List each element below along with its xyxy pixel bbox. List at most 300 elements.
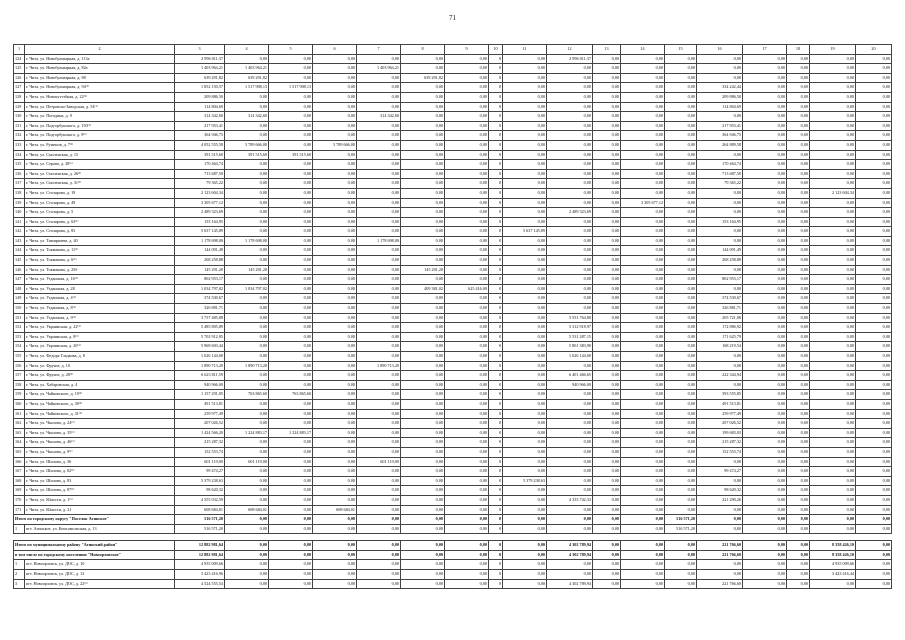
table-cell: 0,00	[445, 275, 489, 285]
table-cell: 0,00	[810, 54, 856, 64]
table-cell: 0,00	[665, 179, 697, 189]
table-cell: 0	[489, 447, 503, 457]
table-cell: 139	[14, 198, 25, 208]
table-cell: 0,00	[621, 160, 665, 170]
table-cell: 0,00	[743, 131, 787, 141]
table-cell: 0,00	[856, 515, 892, 525]
table-cell: 165	[14, 447, 25, 457]
table-cell: 0,00	[357, 560, 401, 570]
table-cell: 0,00	[856, 390, 892, 400]
table-cell: 0,00	[547, 505, 593, 515]
table-cell: 4 302 789,94	[547, 550, 593, 560]
table-cell: 2 489 323,69	[547, 208, 593, 218]
table-cell: 0,00	[503, 550, 547, 560]
table-cell: 0,00	[269, 92, 313, 102]
table-cell: 0,00	[856, 265, 892, 275]
table-cell: 0,00	[697, 457, 743, 467]
table-cell: 0,00	[810, 112, 856, 122]
table-cell: 5 637 145,89	[175, 227, 225, 237]
table-cell: 0,00	[743, 447, 787, 457]
table-cell: 0	[489, 83, 503, 93]
table-cell: г. Чита, ул. Руженов, д. 7⁽¹⁾	[25, 140, 175, 150]
table-cell: 0,00	[787, 371, 810, 381]
table-cell: 0,00	[503, 541, 547, 551]
table-cell: 0,00	[743, 560, 787, 570]
table-cell: 0,00	[856, 399, 892, 409]
table-cell: 0,00	[269, 169, 313, 179]
table-cell: 0,00	[313, 265, 357, 275]
table-cell: 0,00	[621, 169, 665, 179]
table-cell: 0,00	[665, 541, 697, 551]
table-cell: 0,00	[856, 256, 892, 266]
table-cell: 0,00	[856, 409, 892, 419]
table-cell: г. Чита, ул. Погодина, д. 9	[25, 112, 175, 122]
table-cell: 4	[225, 45, 269, 55]
table-cell: 0,00	[269, 188, 313, 198]
table-cell: 156	[14, 361, 25, 371]
table-cell: 0,00	[743, 313, 787, 323]
table-cell: 0,00	[665, 399, 697, 409]
table-cell: г. Чита, ул. Шилова, д. 83	[25, 476, 175, 486]
table-cell: 1 852 150,57	[175, 83, 225, 93]
table-cell: 0,00	[621, 399, 665, 409]
table-cell: 0,00	[665, 570, 697, 580]
table-cell: 4 333 742,33	[547, 495, 593, 505]
table-cell: 0,00	[856, 140, 892, 150]
table-cell: 0,00	[593, 560, 621, 570]
table-cell: 0,00	[503, 140, 547, 150]
table-cell: 0,00	[621, 150, 665, 160]
table-cell: 0,00	[401, 495, 445, 505]
table-cell: 0,00	[697, 73, 743, 83]
table-cell: 0,00	[743, 73, 787, 83]
table-cell: 0	[489, 73, 503, 83]
table-cell: 1 178 698,00	[225, 236, 269, 246]
table-cell: 0,00	[445, 428, 489, 438]
table-cell: 125	[14, 64, 25, 74]
table-cell: г. Чита, ул. Угданская, д. 9⁽¹⁾	[25, 313, 175, 323]
table-cell: 1 224 883,17	[225, 428, 269, 438]
subtotal-row	[14, 541, 892, 551]
table-cell: 0,00	[313, 409, 357, 419]
table-cell: 0,00	[593, 570, 621, 580]
table-cell: г. Чита, ул. Токмакова, д. 11⁽¹⁾	[25, 246, 175, 256]
table-cell: 0,00	[665, 313, 697, 323]
table-cell: 0,00	[225, 419, 269, 429]
table-cell: 0,00	[445, 560, 489, 570]
table-cell: 1	[14, 45, 25, 55]
table-cell: 0,00	[503, 73, 547, 83]
table-cell: 0,00	[547, 131, 593, 141]
table-cell: 0,00	[225, 121, 269, 131]
table-cell: 0,00	[225, 541, 269, 551]
table-cell: 0,00	[225, 550, 269, 560]
table-cell: 0,00	[787, 560, 810, 570]
table-cell: 0,00	[503, 246, 547, 256]
table-cell: 0,00	[313, 342, 357, 352]
table-cell: 0,00	[225, 169, 269, 179]
table-cell: 0,00	[313, 54, 357, 64]
table-cell: г. Чита, ул. Столярова, д. 63⁽¹⁾	[25, 217, 175, 227]
table-cell: 0,00	[445, 246, 489, 256]
table-cell: 0,00	[665, 102, 697, 112]
table-cell: 0,00	[269, 294, 313, 304]
table-cell: 0,00	[856, 332, 892, 342]
table-cell: 0	[489, 380, 503, 390]
table-cell: 221 766,60	[697, 550, 743, 560]
table-cell: 0,00	[593, 265, 621, 275]
table-cell: 326 881,71	[697, 304, 743, 314]
table-cell: 0,00	[593, 208, 621, 218]
table-cell: 0,00	[697, 112, 743, 122]
table-cell: 152	[14, 323, 25, 333]
table-cell: 0,00	[357, 476, 401, 486]
table-cell: 0	[489, 131, 503, 141]
table-cell: 151	[14, 313, 25, 323]
table-cell: 0,00	[810, 457, 856, 467]
page-number: 71	[449, 14, 456, 22]
table-cell: 0,00	[401, 515, 445, 525]
table-cell: 0,00	[810, 399, 856, 409]
table-cell: 0,00	[445, 495, 489, 505]
table-cell: 0,00	[269, 227, 313, 237]
table-cell: 0,00	[787, 131, 810, 141]
table-cell: 152 553,74	[175, 447, 225, 457]
table-cell: 0,00	[445, 399, 489, 409]
table-cell: 221 290,26	[697, 495, 743, 505]
table-cell: 0,00	[697, 150, 743, 160]
table-cell: 0,00	[593, 495, 621, 505]
table-cell: 516 571,20	[665, 524, 697, 534]
table-cell: 0,00	[547, 92, 593, 102]
table-cell: 0	[489, 476, 503, 486]
table-cell: 128	[14, 92, 25, 102]
table-cell: 0,00	[313, 332, 357, 342]
table-cell: г. Чита, ул. Смоленская, д. 15	[25, 150, 175, 160]
table-cell: 1	[14, 524, 25, 534]
table-cell: 0,00	[445, 140, 489, 150]
table-cell: 0,00	[225, 515, 269, 525]
table-cell: 0,00	[856, 371, 892, 381]
table-cell: 0,00	[445, 179, 489, 189]
table-cell: 144 091,49	[175, 246, 225, 256]
table-cell: 0,00	[313, 541, 357, 551]
table-cell: 0	[489, 486, 503, 496]
table-row	[14, 131, 892, 141]
table-cell: г. Чита, ул. Петровско-Заводская, д. 54⁽¹⁾	[25, 102, 175, 112]
table-cell: 0,00	[787, 428, 810, 438]
table-cell: 0,00	[225, 54, 269, 64]
table-cell: 132	[14, 131, 25, 141]
table-row	[14, 428, 892, 438]
table-cell: 0	[489, 361, 503, 371]
table-cell: 5 702 912,95	[175, 332, 225, 342]
table-cell: 0,00	[313, 352, 357, 362]
table-cell: 0,00	[810, 275, 856, 285]
table-cell: 0,00	[445, 112, 489, 122]
table-cell: 0,00	[697, 208, 743, 218]
table-cell: 0,00	[621, 64, 665, 74]
table-cell: 364 946,75	[175, 131, 225, 141]
table-cell: 3 423 416,96	[175, 570, 225, 580]
table-row	[14, 83, 892, 93]
table-cell: 0,00	[503, 121, 547, 131]
table-cell: 0,00	[269, 505, 313, 515]
table-cell: 0,00	[856, 92, 892, 102]
table-cell: 0,00	[787, 515, 810, 525]
table-cell: 0,00	[401, 246, 445, 256]
table-cell: 0,00	[665, 64, 697, 74]
table-cell: 0,00	[593, 438, 621, 448]
table-cell: 0,00	[787, 294, 810, 304]
table-cell: 0,00	[665, 361, 697, 371]
table-cell: 0,00	[269, 179, 313, 189]
table-cell: 0,00	[621, 486, 665, 496]
table-cell: 0,00	[547, 438, 593, 448]
table-cell: 0,00	[856, 246, 892, 256]
table-cell: 0,00	[665, 352, 697, 362]
table-cell: 0,00	[313, 304, 357, 314]
table-cell: 0,00	[743, 92, 787, 102]
table-cell: 0,00	[357, 342, 401, 352]
table-cell: 145 291,20	[401, 265, 445, 275]
table-cell: 1 517 908,13	[225, 83, 269, 93]
table-cell: 134	[14, 150, 25, 160]
table-cell: 168 219,54	[697, 342, 743, 352]
table-cell: 0,00	[621, 275, 665, 285]
table-cell: 0,00	[547, 102, 593, 112]
table-cell: 2 123 604,34	[175, 188, 225, 198]
table-cell: 169	[14, 486, 25, 496]
table-cell: 0,00	[743, 121, 787, 131]
table-cell: 0,00	[787, 495, 810, 505]
table-cell: 0,00	[401, 550, 445, 560]
table-row	[14, 208, 892, 218]
table-cell: 0,00	[313, 486, 357, 496]
table-row	[14, 54, 892, 64]
table-cell: 0,00	[357, 140, 401, 150]
table-cell: 0,00	[593, 227, 621, 237]
table-cell: 164	[14, 438, 25, 448]
table-cell: 0,00	[445, 505, 489, 515]
table-cell: 0,00	[313, 515, 357, 525]
table-row	[14, 313, 892, 323]
table-cell: 0,00	[856, 294, 892, 304]
table-cell: 763 865,60	[269, 390, 313, 400]
table-cell: 0,00	[743, 179, 787, 189]
table-cell: 0,00	[503, 160, 547, 170]
table-row	[14, 169, 892, 179]
table-cell: 0,00	[593, 179, 621, 189]
table-cell: 0	[489, 284, 503, 294]
table-cell: 79 365,22	[175, 179, 225, 189]
table-cell: 0,00	[856, 486, 892, 496]
table-cell: 0,00	[269, 64, 313, 74]
table-cell: 0,00	[621, 409, 665, 419]
table-row	[14, 419, 892, 429]
table-cell: 0,00	[313, 495, 357, 505]
table-cell: 0,00	[225, 332, 269, 342]
table-cell: 0,00	[401, 390, 445, 400]
table-cell: 0,00	[313, 73, 357, 83]
table-cell: 0,00	[357, 73, 401, 83]
table-cell: 162	[14, 419, 25, 429]
table-cell: 0	[489, 227, 503, 237]
table-cell: 0,00	[810, 361, 856, 371]
table-cell: 0,00	[697, 524, 743, 534]
table-cell: 0,00	[401, 476, 445, 486]
table-cell: 0,00	[743, 371, 787, 381]
table-cell: 0,00	[269, 284, 313, 294]
table-cell: 0	[489, 541, 503, 551]
table-cell: 0,00	[856, 313, 892, 323]
table-cell: 0,00	[357, 275, 401, 285]
table-cell: 1	[14, 560, 25, 570]
table-cell: 608 684,01	[225, 505, 269, 515]
table-cell: 0,00	[621, 495, 665, 505]
table-cell: 0,00	[665, 550, 697, 560]
table-cell: 0,00	[503, 83, 547, 93]
table-cell: 0,00	[547, 121, 593, 131]
table-cell: 0,00	[269, 131, 313, 141]
table-cell: 0,00	[357, 550, 401, 560]
table-cell: 491 513,81	[175, 399, 225, 409]
table-cell: 0,00	[445, 160, 489, 170]
table-cell: 0,00	[547, 284, 593, 294]
table-cell: 0,00	[401, 380, 445, 390]
table-cell: 0	[489, 54, 503, 64]
table-cell: 0,00	[225, 275, 269, 285]
table-cell: 409 381,02	[401, 284, 445, 294]
table-cell: 0,00	[787, 304, 810, 314]
table-cell: 0	[489, 313, 503, 323]
table-cell: 0,00	[225, 467, 269, 477]
table-cell: 0,00	[225, 476, 269, 486]
table-cell: 0,00	[269, 208, 313, 218]
table-cell: 0,00	[593, 275, 621, 285]
table-cell: 334 242,44	[697, 83, 743, 93]
table-cell: 207 026,52	[697, 419, 743, 429]
table-cell: г. Чита, ул. Столярова, д. 5	[25, 208, 175, 218]
table-cell: 135	[14, 160, 25, 170]
table-cell: 0,00	[547, 524, 593, 534]
table-cell: г. Чита, ул. Новобульварная, д. 88	[25, 73, 175, 83]
table-cell: 0,00	[225, 294, 269, 304]
table-cell: г. Чита, ул. Юности, д. 21	[25, 505, 175, 515]
table-cell: 0,00	[810, 438, 856, 448]
table-cell: 4 524 555,54	[175, 579, 225, 589]
table-cell: 0,00	[357, 102, 401, 112]
table-cell: 167	[14, 467, 25, 477]
table-cell: 0,00	[665, 217, 697, 227]
table-cell: 0,00	[503, 457, 547, 467]
table-cell: 0,00	[313, 476, 357, 486]
table-cell: 0,00	[743, 390, 787, 400]
table-cell: 0,00	[357, 399, 401, 409]
table-cell: 3 551 764,80	[547, 313, 593, 323]
table-cell: 6	[313, 45, 357, 55]
table-cell: 0,00	[621, 352, 665, 362]
table-cell: 0,00	[621, 579, 665, 589]
table-cell: 0	[489, 371, 503, 381]
table-cell: 0,00	[743, 457, 787, 467]
table-cell: 0,00	[547, 409, 593, 419]
table-cell: 0,00	[856, 524, 892, 534]
table-cell: 0,00	[357, 304, 401, 314]
table-cell: 3 423 416,44	[810, 570, 856, 580]
table-cell: 0,00	[593, 217, 621, 227]
table-row	[14, 121, 892, 131]
table-cell: 0,00	[503, 208, 547, 218]
table-cell: 0,00	[357, 579, 401, 589]
table-cell: 0,00	[401, 102, 445, 112]
table-cell: 0,00	[743, 570, 787, 580]
table-cell: 0,00	[810, 131, 856, 141]
table-cell: 0,00	[697, 380, 743, 390]
table-cell: 163	[14, 428, 25, 438]
table-row	[14, 92, 892, 102]
table-cell: 0,00	[697, 505, 743, 515]
table-cell: 98 620,32	[175, 486, 225, 496]
table-cell: 0,00	[743, 505, 787, 515]
table-cell: 0,00	[743, 409, 787, 419]
table-cell: 0,00	[810, 380, 856, 390]
table-cell: 0,00	[313, 208, 357, 218]
table-cell: 0,00	[787, 92, 810, 102]
table-row	[14, 304, 892, 314]
table-cell: 6 623 811,59	[175, 371, 225, 381]
table-cell: 137	[14, 179, 25, 189]
table-cell: 601 119,00	[175, 457, 225, 467]
table-cell: 0,00	[445, 169, 489, 179]
table-row	[14, 227, 892, 237]
table-cell: 0,00	[401, 323, 445, 333]
table-cell: 143	[14, 236, 25, 246]
table-cell: 0,00	[743, 332, 787, 342]
table-cell: г. Чита, ул. Фрунзе, д. 10	[25, 361, 175, 371]
table-cell: 0,00	[225, 380, 269, 390]
table-cell: 0,00	[856, 467, 892, 477]
table-cell: 0,00	[269, 570, 313, 580]
table-cell: 1 626 144,00	[547, 352, 593, 362]
table-cell: 3	[175, 45, 225, 55]
table-row	[14, 486, 892, 496]
table-cell: 0,00	[313, 236, 357, 246]
table-cell: 0,00	[401, 131, 445, 141]
table-cell: 114 804,69	[697, 102, 743, 112]
table-cell: 0,00	[810, 371, 856, 381]
table-cell: 0,00	[787, 541, 810, 551]
table-cell: 0,00	[621, 476, 665, 486]
table-cell: 0,00	[269, 541, 313, 551]
table-cell: 136	[14, 169, 25, 179]
table-cell: 3	[14, 579, 25, 589]
table-cell: 713 687,50	[697, 169, 743, 179]
table-cell: 0,00	[547, 198, 593, 208]
table-cell: 0,00	[445, 217, 489, 227]
table-cell: г. Чита, ул. Подгорбунского, д. 9⁽¹⁾	[25, 131, 175, 141]
table-cell: 0,00	[313, 64, 357, 74]
table-cell: 0,00	[445, 390, 489, 400]
table-cell: 12 882 981,64	[175, 541, 225, 551]
table-cell: 0,00	[269, 217, 313, 227]
table-cell: г. Чита, ул. Фрунзе, д. 28⁽¹⁾	[25, 371, 175, 381]
table-cell: 0,00	[269, 447, 313, 457]
table-cell: 0,00	[787, 447, 810, 457]
table-cell: 0,00	[787, 409, 810, 419]
table-cell: 0	[489, 121, 503, 131]
table-cell: г. Чита, ул. Новокуттэбная, д. 22⁽¹⁾	[25, 92, 175, 102]
